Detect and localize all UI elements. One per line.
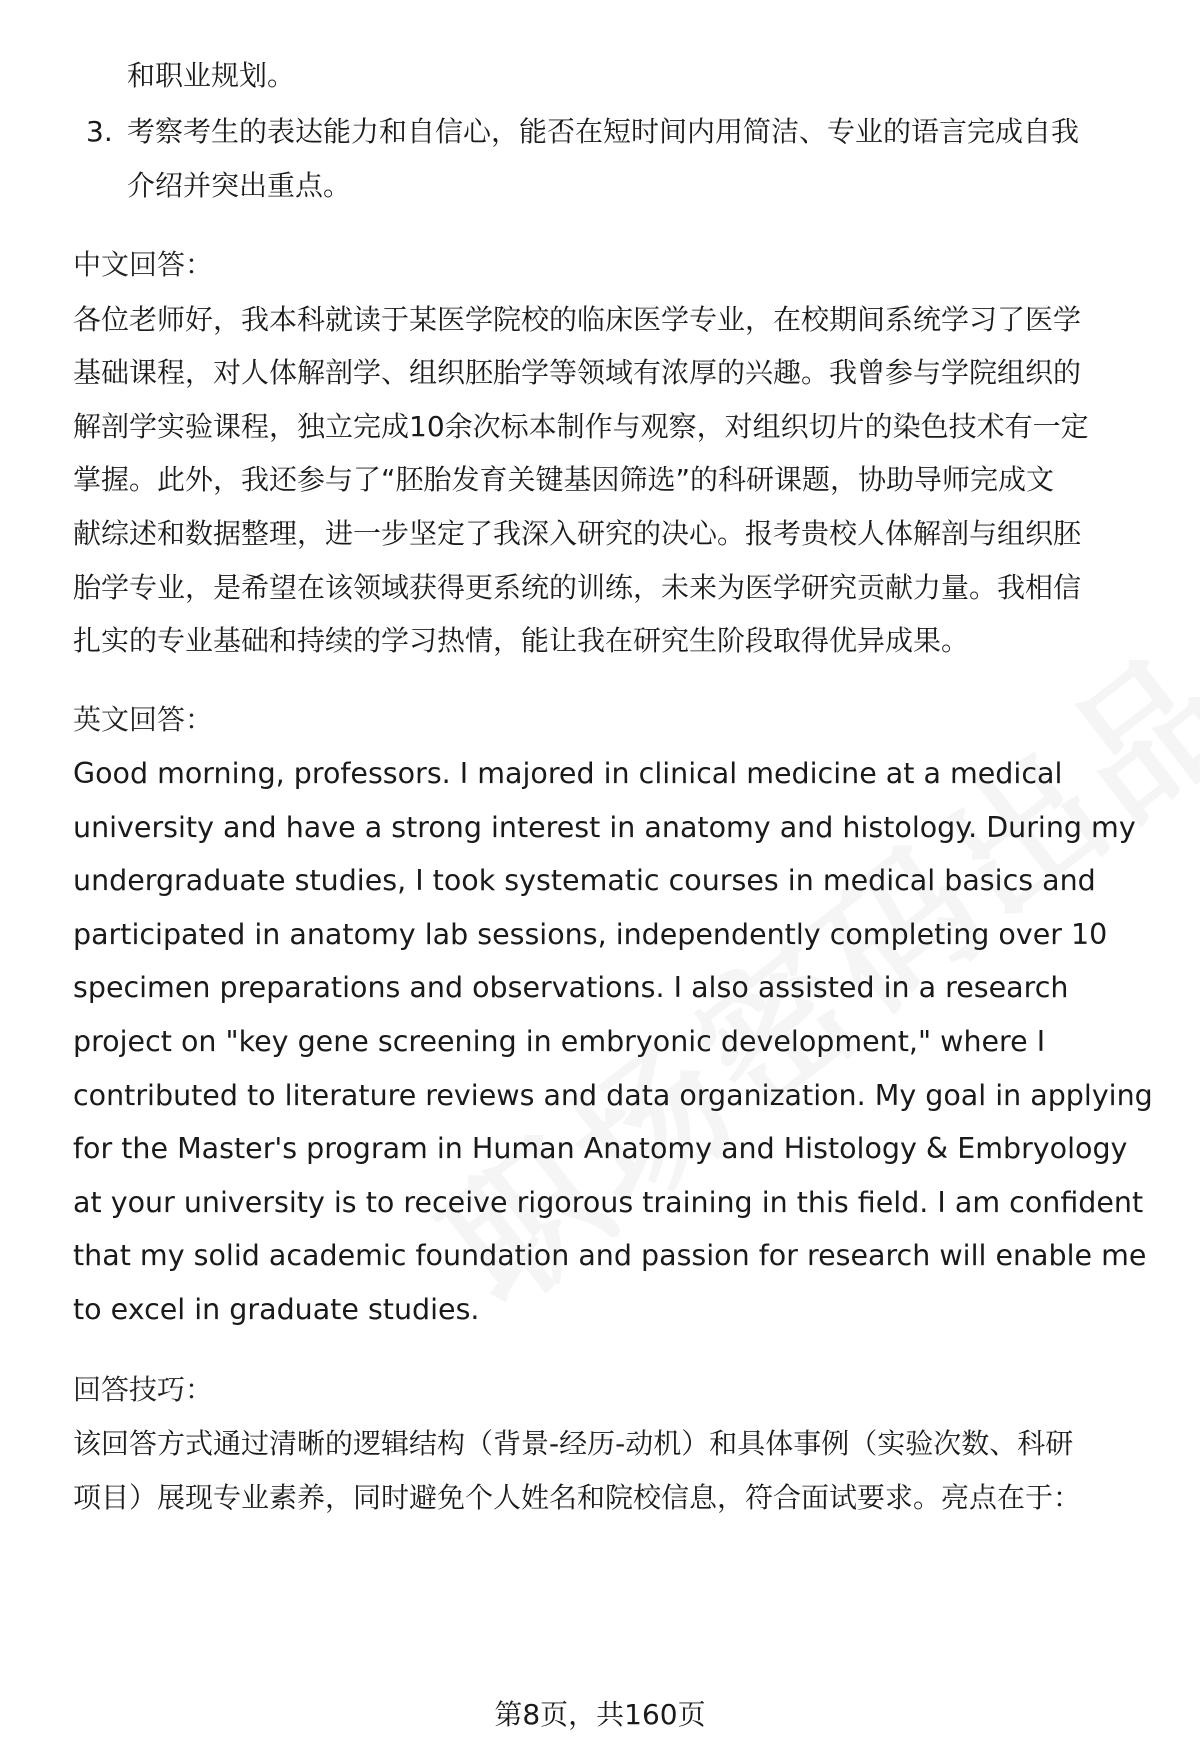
chinese-answer-line: 扎实的专业基础和持续的学习热情，能让我在研究生阶段取得优异成果。 [73,624,970,657]
english-answer-line: for the Master's program in Human Anatomy and Histology & Embryology [73,1132,1128,1165]
chinese-answer-line: 解剖学实验课程，独立完成10余次标本制作与观察，对组织切片的染色技术有一定 [73,410,1089,443]
chinese-answer-line: 各位老师好，我本科就读于某医学院校的临床医学专业，在校期间系统学习了医学 [73,303,1082,336]
list-item-2-tail: 和职业规划。 [127,59,296,92]
english-answer-line: specimen preparations and observations. I also assisted in a research [73,971,1069,1004]
page-number: 第8页，共160页 [494,1698,706,1731]
tips-heading: 回答技巧： [73,1373,214,1406]
english-answer-line: Good morning, professors. I majored in clinical medicine at a medical [73,757,1063,790]
chinese-answer-line: 献综述和数据整理，进一步坚定了我深入研究的决心。报考贵校人体解剖与组织胚 [73,517,1082,550]
english-answer-line: contributed to literature reviews and data organization. My goal in applying [73,1079,1153,1112]
english-answer-line: participated in anatomy lab sessions, independently completing over 10 [73,918,1108,951]
english-answer-line: at your university is to receive rigorous training in this field. I am confident [73,1186,1144,1219]
english-answer-line: project on "key gene screening in embryonic development," where I [73,1025,1046,1058]
english-answer-line: university and have a strong interest in anatomy and histology. During my [73,811,1136,844]
chinese-answer-line: 基础课程，对人体解剖学、组织胚胎学等领域有浓厚的兴趣。我曾参与学院组织的 [73,356,1082,389]
english-answer-heading: 英文回答： [73,703,214,736]
english-answer-line: undergraduate studies, I took systematic courses in medical basics and [73,864,1096,897]
english-answer-line: to excel in graduate studies. [73,1293,480,1326]
chinese-answer-line: 掌握。此外，我还参与了“胚胎发育关键基因筛选”的科研课题，协助导师完成文 [73,463,1055,496]
chinese-answer-heading: 中文回答： [73,248,214,281]
tips-line: 项目）展现专业素养，同时避免个人姓名和院校信息，符合面试要求。亮点在于： [73,1481,1082,1514]
tips-line: 该回答方式通过清晰的逻辑结构（背景-经历-动机）和具体事例（实验次数、科研 [73,1427,1074,1460]
list-item-3-line-2: 介绍并突出重点。 [127,169,352,202]
list-item-3-line-1: 考察考生的表达能力和自信心，能否在短时间内用简洁、专业的语言完成自我 [127,115,1080,148]
english-answer-line: that my solid academic foundation and passion for research will enable me [73,1239,1147,1272]
chinese-answer-line: 胎学专业，是希望在该领域获得更系统的训练，未来为医学研究贡献力量。我相信 [73,571,1082,604]
list-item-3-number: 3. [86,115,113,148]
